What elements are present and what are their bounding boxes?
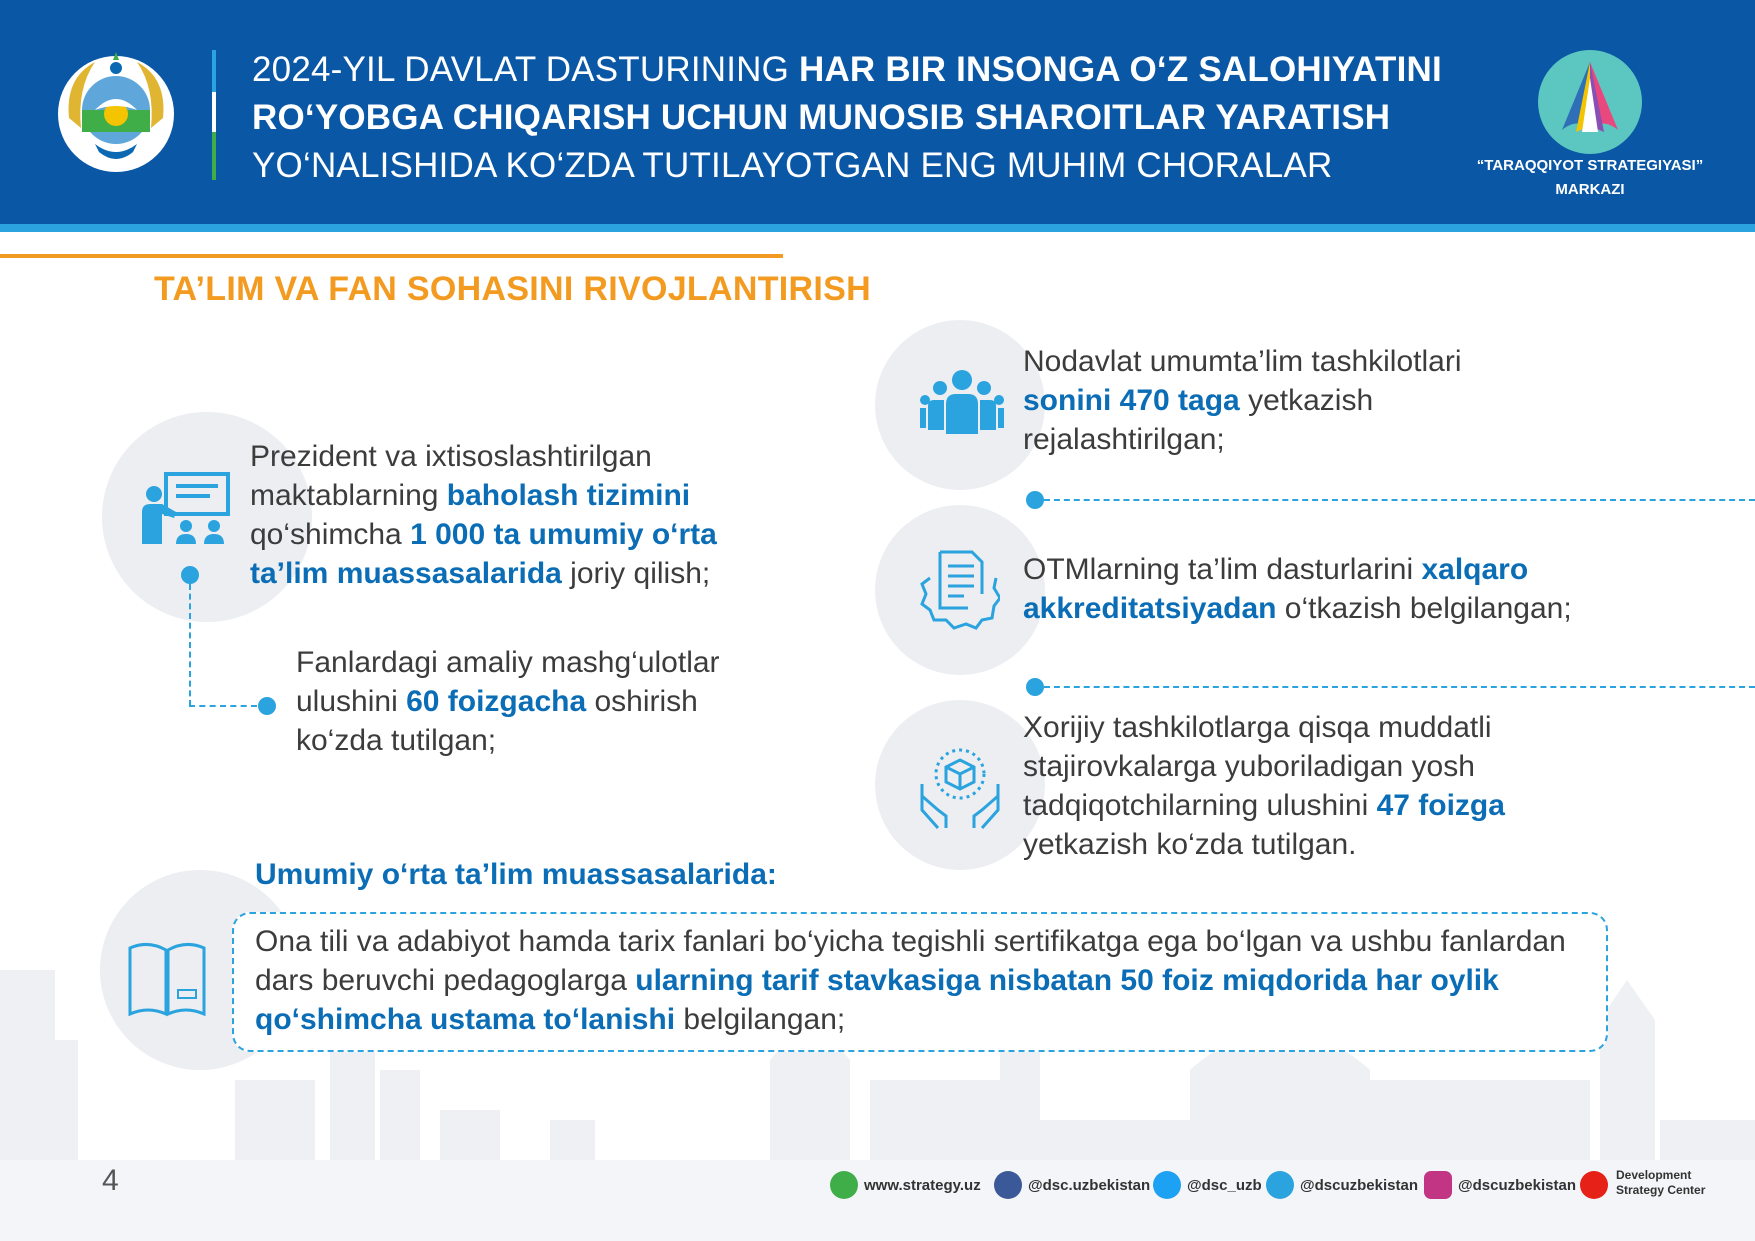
title-line2-bold: RO‘YOBGA CHIQARISH UCHUN MUNOSIB SHAROITLAR YARATISH [252,98,1391,137]
header-divider-white [212,92,216,132]
hands-cube-icon [918,744,1002,830]
document-gear-icon [920,548,1000,632]
header-divider-blue [212,50,216,92]
connector-dot-1 [181,566,199,584]
strategy-center-logo-icon [1536,48,1644,156]
open-book-icon [124,938,210,1018]
item4-p2: o‘tkazish belgilangan; [1276,592,1572,625]
page-number: 4 [102,1164,119,1197]
youtube-icon [1580,1171,1608,1199]
item5-p1: Xorijiy tashkilotlarga qisqa muddatli stajirovkalarga yuboriladigan yosh tadqiqotchilarning ulushini [1023,711,1492,822]
separator-line-1 [1044,499,1755,501]
separator-dot-2 [1026,678,1044,696]
item5-p2: yetkazish ko‘zda tutilgan. [1023,828,1357,861]
separator-dot-1 [1026,491,1044,509]
box-text [255,922,1600,1039]
item2-text [296,643,756,760]
website-label: www.strategy.uz [864,1176,981,1194]
twitter-link[interactable] [1153,1170,1262,1200]
instagram-label: @dscuzbekistan [1458,1176,1576,1194]
section-divider [0,254,783,258]
item3-h1: sonini 470 taga [1023,384,1240,417]
youtube-caption-line2: Strategy Center [1616,1183,1706,1197]
instagram-icon [1424,1171,1452,1199]
connector-line-vertical [189,584,191,706]
box-p2: belgilangan; [675,1003,846,1036]
item4-h1: xalqaro akkreditatsiyadan [1023,553,1529,625]
connector-dot-2 [258,697,276,715]
item2-p2: oshirish ko‘zda tutilgan; [296,685,698,757]
subheading: Umumiy o‘rta ta’lim muassasalarida: [255,858,777,891]
item4-p1: OTMlarning ta’lim dasturlarini [1023,553,1422,586]
globe-icon [830,1171,858,1199]
teacher-presentation-icon [140,472,232,546]
box-h1: ularning tarif stavkasiga nisbatan 50 foiz miqdorida har oylik qo‘shimcha ustama to‘lanishi [255,964,1499,1036]
youtube-caption-line1: Development [1616,1168,1692,1182]
item3-text [1023,342,1523,459]
twitter-icon [1153,1171,1181,1199]
website-link[interactable] [830,1170,981,1200]
item5-h1: 47 foizga [1376,789,1505,822]
title-line1-normal: 2024-YIL DAVLAT DASTURINING [252,50,799,89]
connector-line-horizontal [189,705,257,707]
title-line3: YO‘NALISHIDA KO‘ZDA TUTILAYOTGAN ENG MUHIM CHORALAR [252,146,1333,185]
item3-p1: Nodavlat umumta’lim tashkilotlari [1023,345,1462,378]
state-emblem-icon [55,48,177,178]
item1-p2: qo‘shimcha [250,518,411,551]
item5-text [1023,708,1583,864]
item1-h1: baholash tizimini [446,479,691,512]
header-banner [0,0,1755,224]
twitter-label: @dsc_uzb [1187,1176,1262,1194]
section-title: TA’LIM VA FAN SOHASINI RIVOJLANTIRISH [154,270,871,308]
telegram-icon [1266,1171,1294,1199]
youtube-caption [1616,1168,1705,1198]
item1-p1: Prezident va ixtisoslashtirilgan maktablarning [250,440,652,512]
page-title [252,46,1502,190]
item3-p2: yetkazish rejalashtirilgan; [1023,384,1374,456]
facebook-label: @dsc.uzbekistan [1028,1176,1151,1194]
youtube-link[interactable] [1580,1170,1614,1200]
instagram-link[interactable] [1424,1170,1576,1200]
item1-p3: joriy qilish; [561,557,711,590]
logo-caption-line1: “TARAQQIYOT STRATEGIYASI” [1476,157,1704,174]
item1-h2: 1 000 ta umumiy o‘rta ta’lim muassasalarida [250,518,717,590]
item1-text [250,437,740,593]
separator-line-2 [1044,686,1755,688]
title-line1-bold: HAR BIR INSONGA O‘Z SALOHIYATINI [798,50,1442,89]
item2-p1: Fanlardagi amaliy mashg‘ulotlar ulushini [296,646,720,718]
facebook-link[interactable] [994,1170,1150,1200]
telegram-link[interactable] [1266,1170,1418,1200]
telegram-label: @dscuzbekistan [1300,1176,1418,1194]
item2-h1: 60 foizgacha [406,685,587,718]
item4-text [1023,550,1623,628]
box-p1: Ona tili va adabiyot hamda tarix fanlari bo‘yicha tegishli sertifikatga ega bo‘lgan va ushbu fanlardan dars beruvchi pedagoglarga [255,925,1566,997]
people-group-icon [920,368,1004,436]
facebook-icon [994,1171,1022,1199]
header-divider-green [212,132,216,180]
logo-caption [1440,154,1740,202]
logo-caption-line2: MARKAZI [1555,181,1625,198]
header-stripe [0,224,1755,232]
